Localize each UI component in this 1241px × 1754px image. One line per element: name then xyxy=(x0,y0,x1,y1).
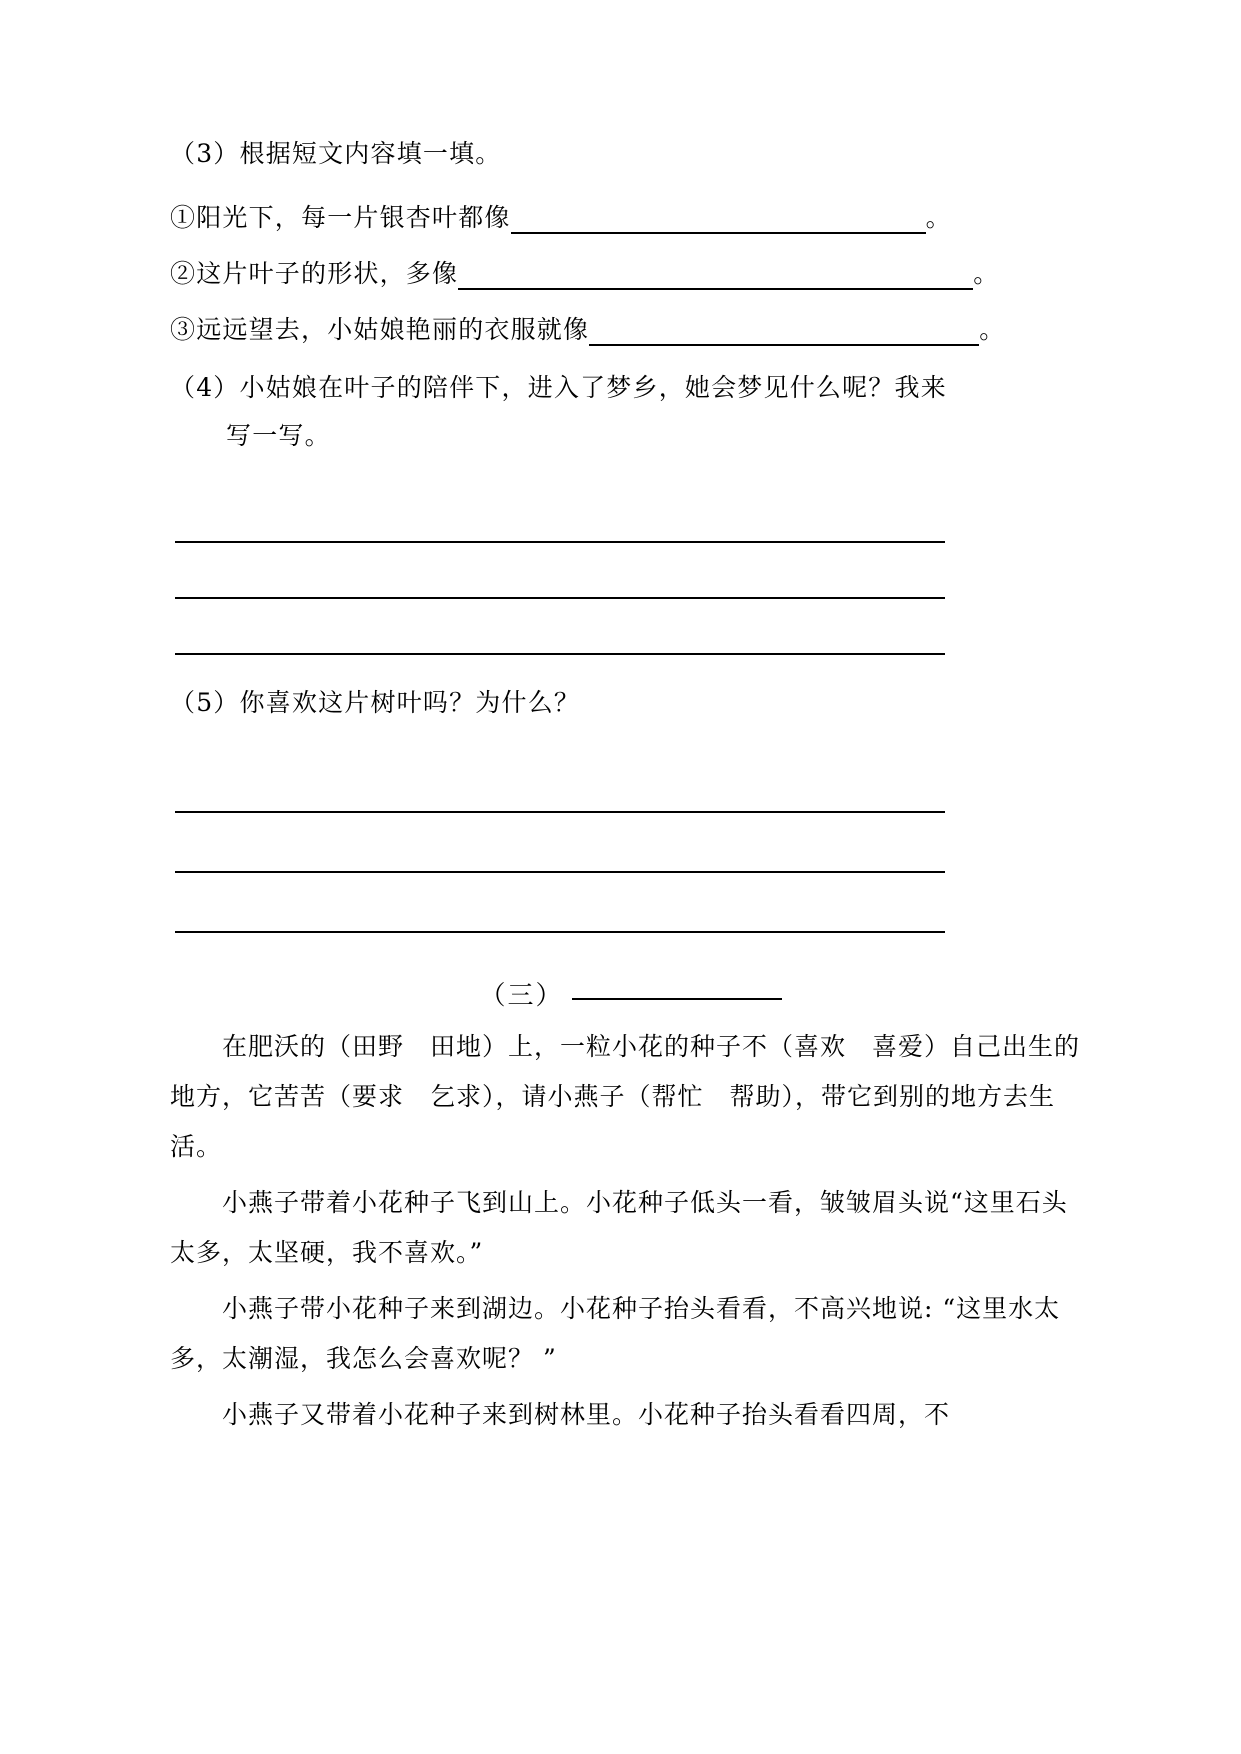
paragraph: 小燕子又带着小花种子来到树林里。小花种子抬头看看四周，不 xyxy=(222,1399,951,1429)
answer-line[interactable] xyxy=(175,543,945,599)
paragraph: 在肥沃的（田野 田地）上，一粒小花的种子不（喜欢 喜爱）自己出生的地方，它苦苦（要求 乞求），请小燕子（帮忙 帮助），带它到别的地方去生活。 xyxy=(170,1031,1081,1161)
fill-row-2-text: ②这片叶子的形状，多像 xyxy=(170,258,459,288)
answer-line[interactable] xyxy=(175,873,945,933)
fill-row-1-tail: 。 xyxy=(925,202,952,232)
section-3-title xyxy=(170,975,1091,1012)
question-3-label: （3）根据短文内容填一填。 xyxy=(170,139,502,168)
question-5-answer-area[interactable] xyxy=(170,753,1091,933)
answer-line[interactable] xyxy=(175,599,945,655)
fill-row-1-text: ①阳光下，每一片银杏叶都像 xyxy=(170,202,511,232)
section-3-body xyxy=(170,1022,1091,1440)
question-4-line2: 写一写。 xyxy=(226,421,331,451)
fill-row-2-tail: 。 xyxy=(973,258,1000,288)
section-3-title-blank[interactable] xyxy=(572,998,782,1000)
question-4-answer-area[interactable] xyxy=(170,487,1091,655)
answer-line[interactable] xyxy=(175,813,945,873)
fill-row-3-tail: 。 xyxy=(979,314,1006,344)
fill-row-2 xyxy=(170,254,1091,290)
answer-line[interactable] xyxy=(175,753,945,813)
fill-blank-1[interactable] xyxy=(511,206,926,234)
fill-blank-2[interactable] xyxy=(458,262,973,290)
fill-row-3 xyxy=(170,310,1091,346)
fill-row-3-text: ③远远望去，小姑娘艳丽的衣服就像 xyxy=(170,314,590,344)
fill-row-1 xyxy=(170,198,1091,234)
question-4-line1: （4）小姑娘在叶子的陪伴下，进入了梦乡，她会梦见什么呢？我来 xyxy=(170,372,947,402)
question-4 xyxy=(170,364,1091,462)
paragraph: 小燕子带着小花种子飞到山上。小花种子低头一看，皱皱眉头说“这里石头太多，太坚硬，我不喜欢。” xyxy=(170,1187,1068,1267)
section-3-title-text: （三） xyxy=(479,980,564,1011)
answer-line[interactable] xyxy=(175,487,945,543)
fill-blank-3[interactable] xyxy=(589,318,979,346)
paragraph: 小燕子带小花种子来到湖边。小花种子抬头看看，不高兴地说: “这里水太多，太潮湿，我怎么会喜欢呢？ ” xyxy=(170,1293,1061,1373)
question-5-label: （5）你喜欢这片树叶吗？为什么？ xyxy=(170,688,581,717)
